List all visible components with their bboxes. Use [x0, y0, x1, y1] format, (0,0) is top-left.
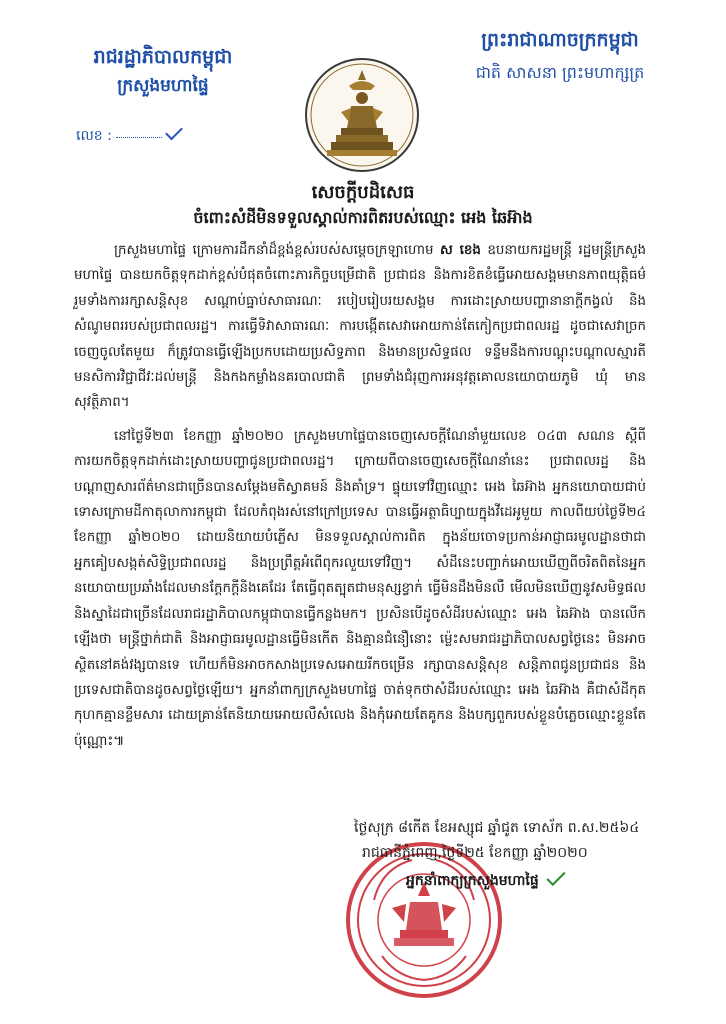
date-block [354, 816, 674, 866]
paragraph-1 [74, 238, 646, 416]
minister-name: ស ខេង [439, 243, 481, 258]
kingdom-name: ព្រះរាជាណាចក្រកម្ពុជា [481, 29, 639, 51]
document-title [0, 180, 726, 230]
ministry-emblem-icon [303, 56, 421, 174]
lunar-date: ថ្ងៃសុក្រ ៨កើត ខែអស្សុជ ឆ្នាំជូត ទោស័ក ព.ស.២៥៦៤ [354, 820, 640, 836]
title-line-2: ចំពោះសំដីមិនទទួលស្គាល់ការពិតរបស់ឈ្មោះ អេង ឆៃអ៊ាង [193, 208, 533, 227]
header-left [68, 44, 258, 98]
signature-check-icon [546, 867, 565, 886]
document-body [74, 238, 646, 762]
paragraph-1-end: ឧបនាយករដ្ឋមន្ត្រី រដ្ឋមន្ត្រីក្រសួងមហាផ្ទៃ បានយកចិត្តទុកដាក់ខ្ពស់បំផុតចំពោះភារកិច្ចបម្រើជាតិ ប្រជាជន និងការខិតខំធ្វើអោយសង្គមមានភាពយុត្តិធម៌ រួមទាំងការរក្សាសន្តិសុខ សណ្តាប់ធ្នាប់សាធារណៈ របៀបរៀបរយសង្គម ការដោះស្រាយបញ្ហានានាក្តីកង្វល់ និងសំណូមពររបស់ប្រជាពលរដ្ឋ។ ការធ្វើទិវាសាធារណៈ ការបង្កើតសេវាអោយកាន់តែកៀកប្រជាពលរដ្ឋ ដូចជាសេវាច្រកចេញចូលតែមួយ ក៏ត្រូវបានធ្វើឡើងប្រកបដោយប្រសិទ្ធភាព និងមានប្រសិទ្ធផល ទន្ទឹមនឹងការបណ្តុះបណ្តាលស្មារតីមនសិការវិជ្ជាជីវៈដល់មន្ត្រី និងកងកម្លាំងនគរបាលជាតិ ព្រមទាំងជំរុញការអនុវត្តគោលនយោបាយភូមិ ឃុំ មានសុវត្ថិភាព។ [74, 243, 646, 411]
header-right [450, 26, 670, 86]
reference-dots [116, 137, 162, 138]
reference-number [76, 126, 182, 147]
reference-label: លេខ : [76, 128, 112, 144]
solar-date: រាជធានីភ្នំពេញ,ថ្ងៃទី២៥ ខែកញ្ញា ឆ្នាំ២០២០ [362, 845, 588, 861]
national-motto: ជាតិ សាសនា ព្រះមហាក្សត្រ [475, 63, 645, 82]
signer-label: អ្នកនាំពាក្យក្រសួងមហាផ្ទៃ [406, 873, 539, 889]
ministry-name: ក្រសួងមហាផ្ទៃ [117, 76, 209, 96]
checkmark-icon [165, 123, 183, 141]
paragraph-2: នៅថ្ងៃទី២៣ ខែកញ្ញា ឆ្នាំ២០២០ ក្រសួងមហាផ្ទៃបានចេញសេចក្តីណែនាំមួយលេខ ០៤៣ សណន ស្តីពីការយកចិត្តទុកដាក់ដោះស្រាយបញ្ហាជូនប្រជាពលរដ្ឋ។ ក្រោយពីបានចេញសេចក្តីណែនាំនេះ ប្រជាពលរដ្ឋ និងបណ្តាញសារព័ត៌មានជាច្រើនបានសម្តែងមតិស្វាគមន៍ និងគាំទ្រ។ ផ្ទុយទៅវិញឈ្មោះ អេង ឆៃអ៊ាង អ្នកនយោបាយជាប់ទោសក្រោមដីកាតុលាការកម្ពុជា ដែលកំពុងរស់នៅក្រៅប្រទេស បានធ្វើអត្ថាធិប្បាយក្នុងវីដេអូមួយ កាលពីយប់ថ្ងៃទី២៤ ខែកញ្ញា ឆ្នាំ២០២០ ដោយនិយាយបំភ្លើស មិនទទួលស្គាល់ការពិត ក្នុងន័យចោទប្រកាន់អាជ្ញាធរមូលដ្ឋានថាជាអ្នកគៀបសង្កត់សិទ្ធិប្រជាពលរដ្ឋ និងប្រព្រឹត្តអំពើពុករលួយទៅវិញ។ សំដីនេះបញ្ជាក់អោយឃើញពីចរិតពិតនៃអ្នកនយោបាយប្រឆាំងដែលមានក្តែកក្តីនិងគេដែរ តែធ្វើពុតត្បុតជាមនុស្សខ្វាក់ ធ្វើមិនដឹងមិនលឺ មើលមិនឃើញនូវសមិទ្ធផល និងស្នាដៃជាច្រើនដែលរាជរដ្ឋាភិបាលកម្ពុជាបានធ្វើកន្លងមក។ ប្រសិនបើដូចសំដីរបស់ឈ្មោះ អេង ឆៃអ៊ាង បានលើកឡើងថា មន្ត្រីថ្នាក់ជាតិ និងអាជ្ញាធរមូលដ្ឋានធ្វើមិនកើត និងគ្មានជំនឿនោះ ម្ល៉េះសមរាជរដ្ឋាភិបាលសព្វថ្ងៃនេះ មិនអាចស្ថិតនៅគង់វង្សបានទេ ហើយក៏មិនអាចកសាងប្រទេសអោយរីកចម្រើន រក្សាបានសន្តិសុខ សន្តិភាពជូនប្រជាជន និងប្រទេសជាតិបានដូចសព្វថ្ងៃឡើយ។ អ្នកនាំពាក្យក្រសួងមហាផ្ទៃ ចាត់ទុកថាសំដីរបស់ឈ្មោះ អេង ឆៃអ៊ាង គឺជាសំដីកុតកុហកគ្មានខ្លឹមសារ ដោយគ្រាន់តែនិយាយអោយលឺសំលេង និងកុំអោយតែគូកន និងបក្សពួករបស់ខ្លួនបំភ្លេចឈ្មោះខ្លួនតែប៉ុណ្ណោះ៕ [74, 428, 646, 749]
paragraph-1-start: ក្រសួងមហាផ្ទៃ ក្រោមការដឹកនាំដ៏ខ្ពង់ខ្ពស់របស់សម្តេចក្រឡាហោម [114, 243, 440, 258]
signer-title [406, 870, 565, 892]
government-name: រាជរដ្ឋាភិបាលកម្ពុជា [93, 46, 233, 68]
title-line-1: សេចក្តីបដិសេធ [311, 182, 415, 203]
